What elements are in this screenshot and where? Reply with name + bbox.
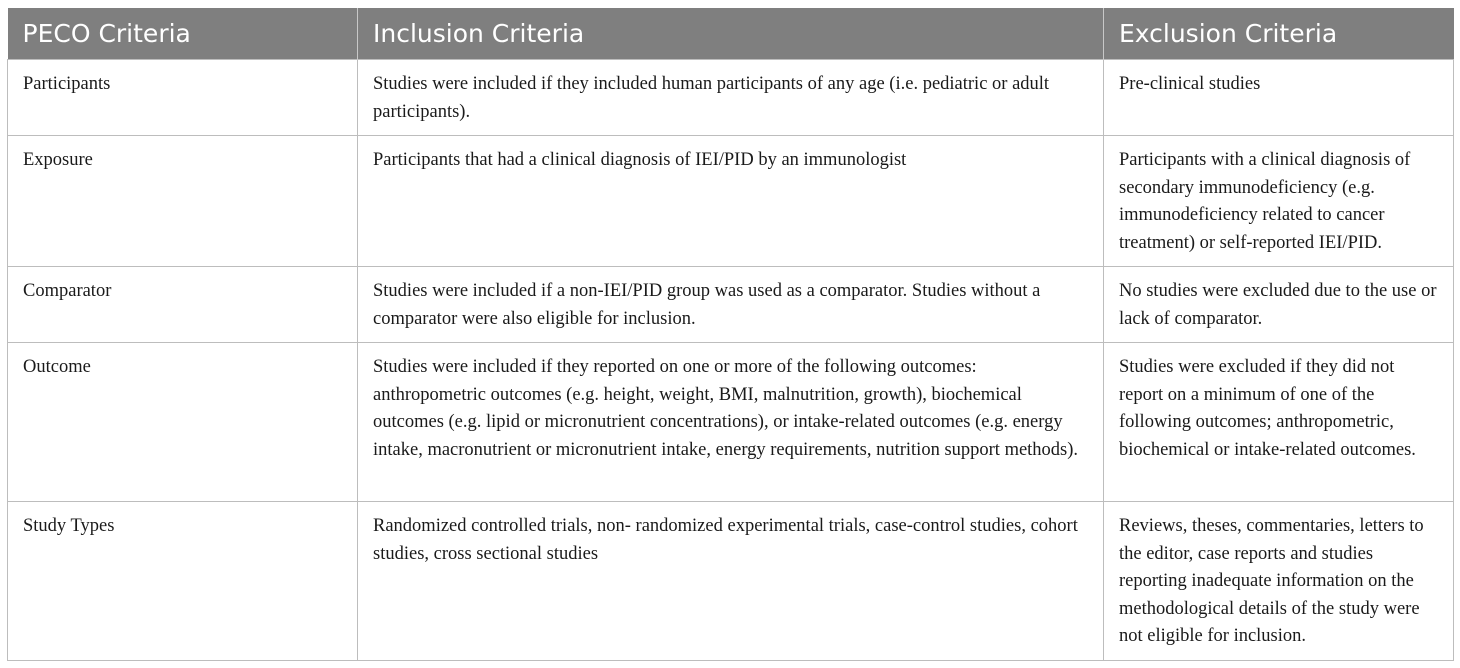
criterion-cell: Comparator	[8, 267, 358, 343]
criterion-cell: Participants	[8, 60, 358, 136]
exclusion-cell: Participants with a clinical diagnosis of secondary immunodeficiency (e.g. immunodeficiency related to cancer treatment) or self-reported IEI/PID.	[1104, 136, 1454, 267]
table-row-participants	[8, 60, 1454, 136]
table-header	[8, 8, 1454, 60]
table-row-exposure	[8, 136, 1454, 267]
criterion-cell: Study Types	[8, 502, 358, 661]
exclusion-cell: Studies were excluded if they did not report on a minimum of one of the following outcomes; anthropometric, biochemical or intake-related outcomes.	[1104, 343, 1454, 502]
header-exclusion-criteria: Exclusion Criteria	[1104, 8, 1454, 60]
inclusion-cell: Studies were included if they included human participants of any age (i.e. pediatric or adult participants).	[358, 60, 1104, 136]
header-inclusion-criteria: Inclusion Criteria	[358, 8, 1104, 60]
header-peco-criteria: PECO Criteria	[8, 8, 358, 60]
table-row-comparator	[8, 267, 1454, 343]
table-row-outcome	[8, 343, 1454, 502]
criterion-cell: Exposure	[8, 136, 358, 267]
exclusion-cell: No studies were excluded due to the use or lack of comparator.	[1104, 267, 1454, 343]
inclusion-cell: Studies were included if they reported on one or more of the following outcomes: anthropometric outcomes (e.g. height, weight, BMI, malnutrition, growth), biochemical outcomes (e.g. lipid or micronutrient concentrations), or intake-related outcomes (e.g. energy intake, macronutrient or micronutrient intake, energy requirements, nutrition support methods).	[358, 343, 1104, 502]
inclusion-cell: Studies were included if a non-IEI/PID group was used as a comparator. Studies without a comparator were also eligible for inclusion.	[358, 267, 1104, 343]
table-body	[8, 60, 1454, 661]
criterion-cell: Outcome	[8, 343, 358, 502]
peco-criteria-table	[7, 8, 1454, 661]
exclusion-cell: Pre-clinical studies	[1104, 60, 1454, 136]
header-row	[8, 8, 1454, 60]
exclusion-cell: Reviews, theses, commentaries, letters to the editor, case reports and studies reporting inadequate information on the methodological details of the study were not eligible for inclusion.	[1104, 502, 1454, 661]
inclusion-cell: Participants that had a clinical diagnosis of IEI/PID by an immunologist	[358, 136, 1104, 267]
inclusion-cell: Randomized controlled trials, non- randomized experimental trials, case-control studies, cohort studies, cross sectional studies	[358, 502, 1104, 661]
table-row-study-types	[8, 502, 1454, 661]
